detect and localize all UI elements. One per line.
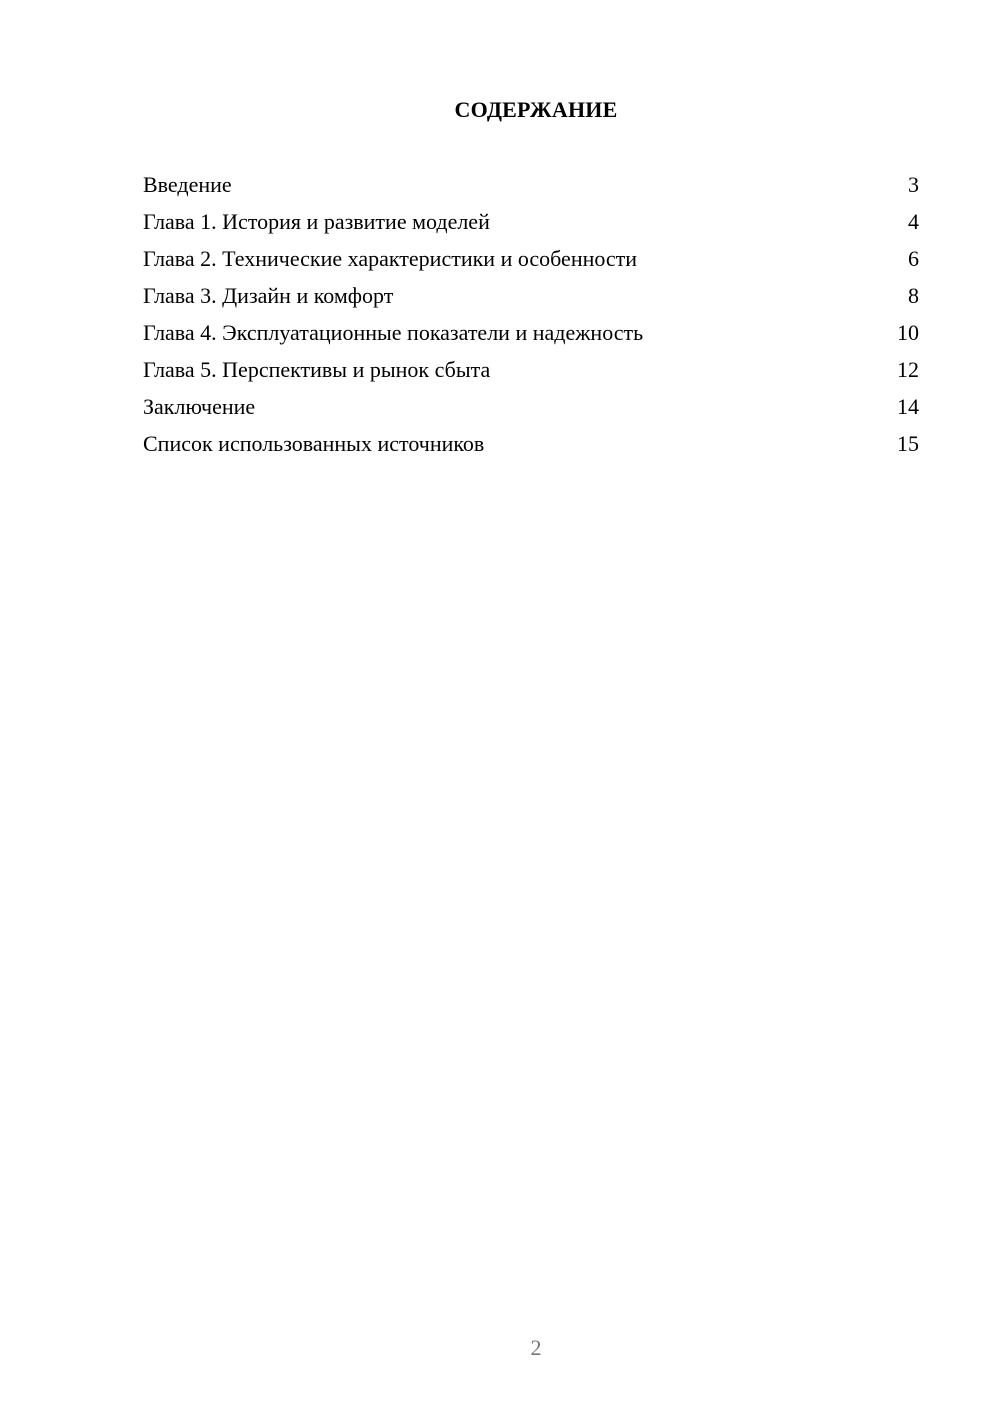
toc-entry-chapter-4 [143, 318, 919, 355]
toc-entry-page-number: 4 [908, 209, 919, 234]
toc-entry-page-number: 10 [897, 320, 919, 345]
toc-entry-page-number: 14 [897, 394, 919, 419]
toc-entry-page-number: 3 [908, 172, 919, 197]
toc-entry-chapter-5 [143, 355, 919, 392]
toc-entry-introduction [143, 170, 919, 207]
page-number: 2 [530, 1335, 542, 1360]
toc-title: СОДЕРЖАНИЕ [454, 97, 618, 122]
toc-entry-chapter-2 [143, 244, 919, 281]
toc-entry-chapter-3 [143, 281, 919, 318]
toc-list [143, 170, 919, 466]
toc-entry-title: Глава 5. Перспективы и рынок сбыта [143, 357, 491, 382]
toc-entry-chapter-1 [143, 207, 919, 244]
toc-entry-title: Глава 4. Эксплуатационные показатели и надежность [143, 320, 644, 345]
toc-entry-page-number: 12 [897, 357, 919, 382]
toc-entry-title: Введение [143, 172, 232, 197]
toc-entry-title: Заключение [143, 394, 256, 419]
toc-entry-title: Глава 1. История и развитие моделей [143, 209, 490, 234]
toc-entry-conclusion [143, 392, 919, 429]
toc-entry-page-number: 15 [897, 431, 919, 456]
toc-entry-title: Глава 2. Технические характеристики и особенности [143, 246, 638, 271]
toc-entry-references [143, 429, 919, 466]
toc-entry-page-number: 8 [908, 283, 919, 308]
toc-entry-title: Список использованных источников [143, 431, 485, 456]
toc-entry-page-number: 6 [908, 246, 919, 271]
toc-entry-title: Глава 3. Дизайн и комфорт [143, 283, 394, 308]
